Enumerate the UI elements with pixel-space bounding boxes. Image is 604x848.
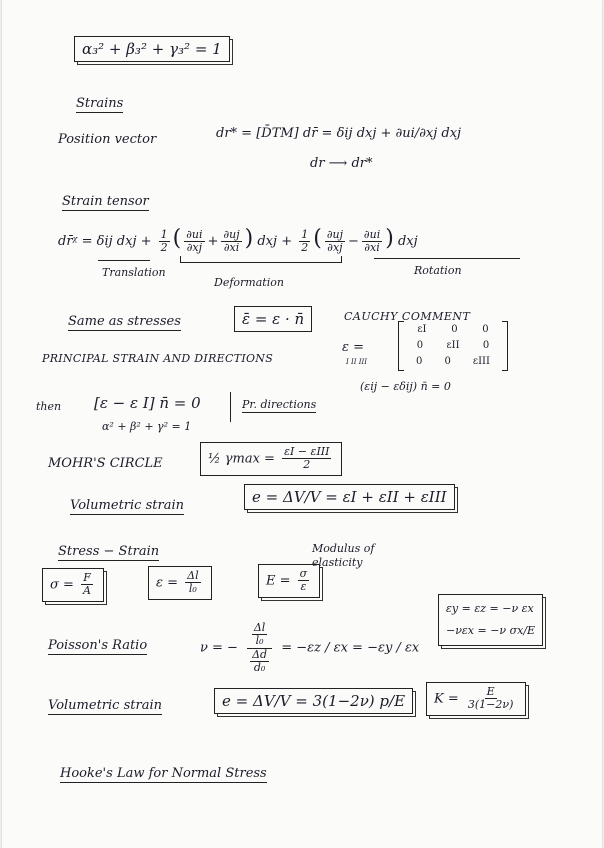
dui-dxi-fraction: $\frac{\partial ui}{\partial xi}$ <box>363 227 381 254</box>
poissons-ratio-label: Poisson's Ratio <box>48 638 148 653</box>
strain-definition-box: ε = $\frac{\Delta l}{\text{l₀}}$ <box>148 566 212 600</box>
deformation-bracket <box>180 256 342 263</box>
same-as-stresses-label: Same as stresses <box>68 314 181 329</box>
translation-underline <box>98 260 150 261</box>
principal-eigen-equation: (εij − εδij) n̄ = 0 <box>360 380 451 393</box>
notebook-page <box>2 0 602 848</box>
half-fraction-2: $\frac{1}{2}$ <box>301 227 309 254</box>
then-constraint: α² + β² + γ² = 1 <box>102 420 192 433</box>
principal-strain-heading: PRINCIPAL STRAIN AND DIRECTIONS <box>42 352 274 365</box>
bulk-modulus-box: K = $\frac{E}{3(1-2\nu)}$ <box>426 682 526 716</box>
principal-directions-label: Pr. directions <box>242 398 317 411</box>
strains-heading: Strains <box>76 96 124 111</box>
duj-dxi-fraction: $\frac{\partial uj}{\partial xi}$ <box>223 227 240 254</box>
direction-cosines-equation: α₃² + β₃² + γ₃² = 1 <box>74 36 230 62</box>
volumetric-strain-label-1: Volumetric strain <box>70 498 184 513</box>
volumetric-strain-label-2: Volumetric strain <box>48 698 162 713</box>
matrix-row-2: 0 εII 0 <box>416 340 490 351</box>
hookes-law-heading: Hooke's Law for Normal Stress <box>60 766 267 781</box>
position-vector-mapping: dr ⟶ dr* <box>310 156 373 171</box>
stress-definition-box: σ = $\frac{F}{A}$ <box>42 568 104 602</box>
volumetric-strain-equation-2: e = ΔV/V = 3(1−2ν) p/E <box>214 688 413 714</box>
modulus-of-elasticity-label: Modulus of elasticity <box>312 542 375 569</box>
rotation-underline <box>374 258 520 259</box>
translation-label: Translation <box>102 266 166 279</box>
strain-traction-equation: ε̄ = ε · n̄ <box>234 306 312 332</box>
volumetric-strain-equation-1: e = ΔV/V = εI + εII + εIII <box>244 484 455 510</box>
position-vector-equation: dr* = [D̄TM] dr̄ = δij dxj + ∂ui/∂xj dxj <box>216 126 462 141</box>
principal-strain-matrix <box>398 322 508 370</box>
strain-tensor-equation: dr̄ᵡ = δij dxj + $\frac{1}{2}$ ( $\frac{\partial ui}{\partial xj}$ + $\frac{\partial uj}{\partial xi}$ ) dxj + $\frac{1}{2}$ ( $\frac{\partial uj}{\partial xj}$ − $\frac{\partial ui}{\partial xi}$ ) dxj <box>58 226 418 254</box>
dui-dxj-fraction: $\frac{\partial ui}{\partial xj}$ <box>186 227 203 254</box>
position-vector-label: Position vector <box>58 132 157 147</box>
then-label: then <box>36 400 62 413</box>
principal-matrix-lhs: ε = <box>342 340 365 355</box>
mohr-max-shear-equation: ½ γmax = $\frac{\text{εI − εIII}}{2}$ <box>200 442 342 476</box>
youngs-modulus-box: E = $\frac{\sigma}{\varepsilon}$ <box>258 564 320 598</box>
half-fraction: $\frac{1}{2}$ <box>160 227 168 254</box>
lateral-strain-box: εy = εz = −ν εx −νεx = −ν σx/E <box>438 594 543 646</box>
principal-matrix-subscript: I II III <box>346 358 368 366</box>
stress-strain-heading: Stress − Strain <box>58 544 160 559</box>
duj-dxj-fraction: $\frac{\partial uj}{\partial xj}$ <box>326 227 344 254</box>
then-brace <box>230 392 239 422</box>
poissons-ratio-equation: ν = − $\frac{\frac{\Delta l}{\text{l₀}}}{\frac{\Delta d}{\text{d₀}}}$ = −εz / εx = −εy / εx <box>200 621 420 674</box>
poisson-compound-fraction: $\frac{\frac{\Delta l}{\text{l₀}}}{\frac{\Delta d}{\text{d₀}}}$ <box>245 622 274 674</box>
matrix-row-3: 0 0 εIII <box>416 356 490 367</box>
rotation-label: Rotation <box>414 264 462 277</box>
strain-tensor-heading: Strain tensor <box>62 194 149 209</box>
mohrs-circle-label: MOHR'S CIRCLE <box>48 456 163 471</box>
then-equation: [ε − ε I] n̄ = 0 <box>94 394 201 412</box>
matrix-row-1: εI 0 0 <box>417 324 489 335</box>
strain-tensor-lhs: dr̄ᵡ = δij dxj + <box>58 234 156 249</box>
deformation-label: Deformation <box>214 276 284 289</box>
cauchy-comment: CAUCHY COMMENT <box>344 310 471 323</box>
